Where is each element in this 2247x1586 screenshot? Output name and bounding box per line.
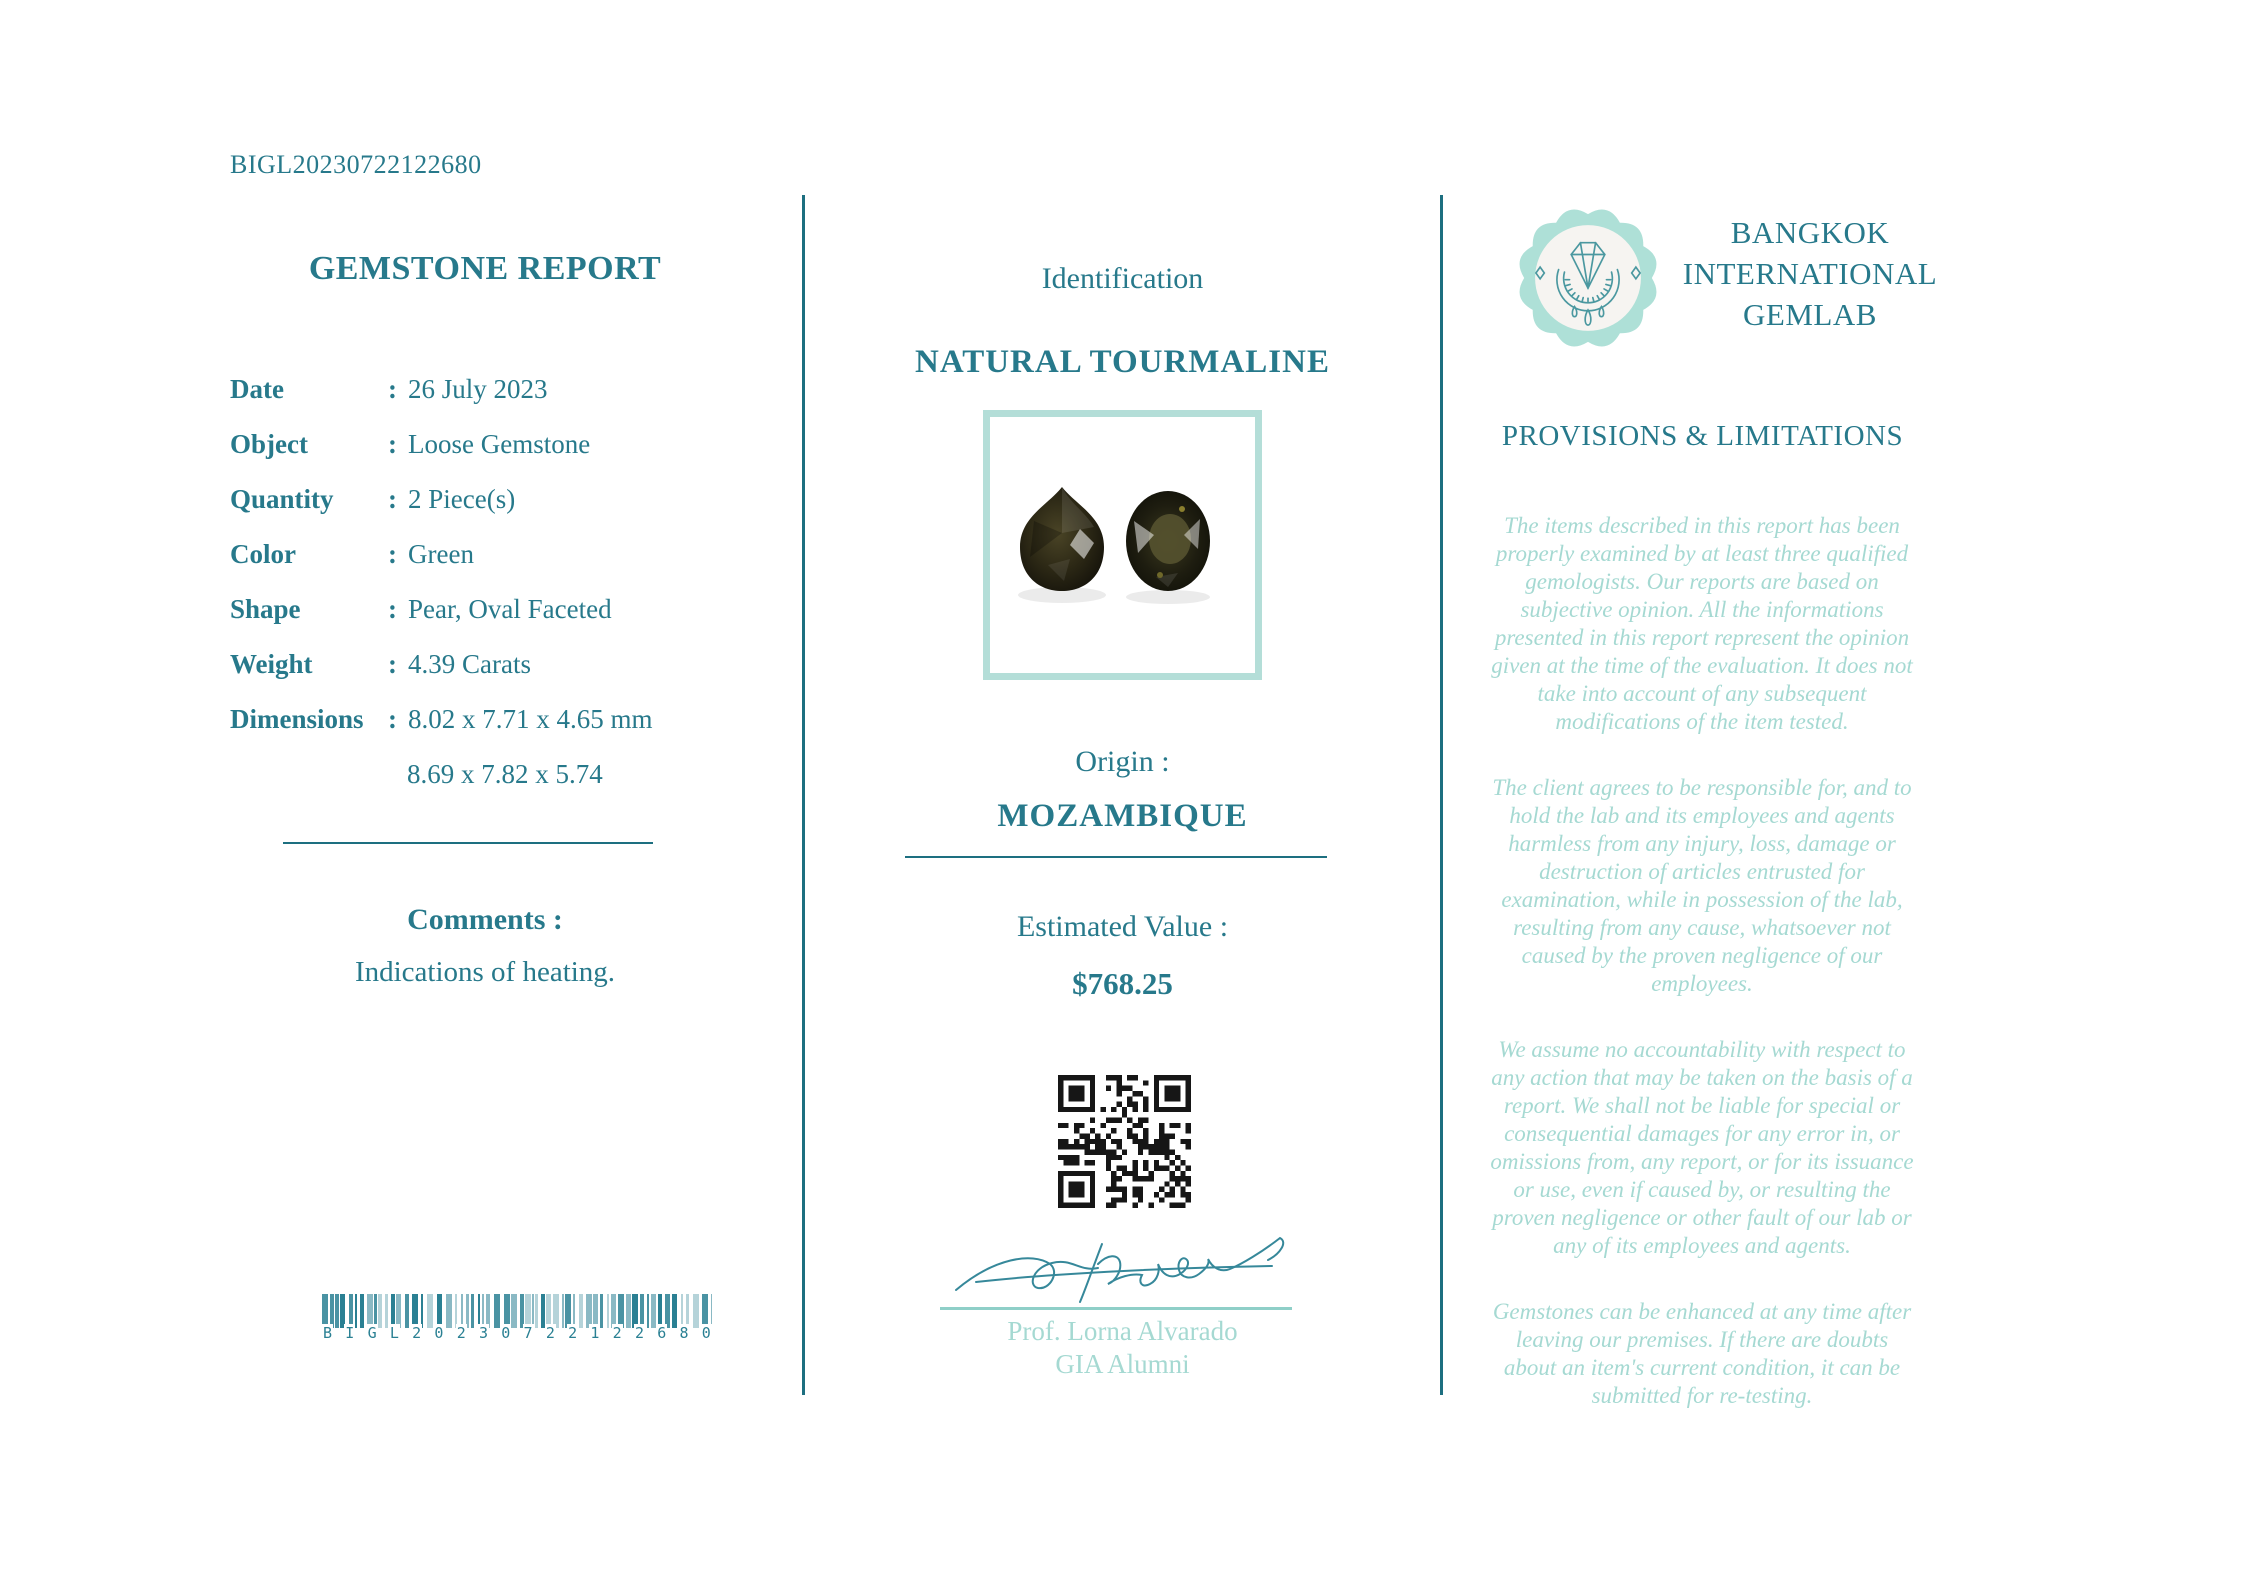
org-name-line: INTERNATIONAL xyxy=(1682,256,1938,291)
estimated-value: $768.25 xyxy=(1072,966,1173,1001)
comments-label: Comments : xyxy=(407,903,563,936)
spec-colon: : xyxy=(388,594,397,624)
provisions-paragraph: Gemstones can be enhanced at any time after leaving our premises. If there are doubts about an item's current condition, it can be submitted for re-testing. xyxy=(1492,1299,1912,1408)
spec-colon: : xyxy=(388,429,397,459)
pear-gem-icon xyxy=(1018,487,1106,603)
barcode-char: 7 xyxy=(523,1324,533,1342)
table-row xyxy=(230,637,740,692)
gem-photo-frame xyxy=(983,410,1262,680)
spec-colon: : xyxy=(388,649,397,679)
barcode-text xyxy=(322,1324,712,1342)
spec-colon: : xyxy=(388,539,397,569)
barcode-char: 2 xyxy=(456,1324,466,1342)
oval-gem-icon xyxy=(1126,491,1210,604)
barcode-char: 2 xyxy=(545,1324,555,1342)
comments-text: Indications of heating. xyxy=(354,956,616,988)
comments-divider xyxy=(283,842,653,844)
spec-label: Weight xyxy=(230,649,313,679)
origin-label: Origin : xyxy=(1075,745,1170,778)
column-divider-right xyxy=(1440,195,1443,1395)
provisions-paragraph: The client agrees to be responsible for, and to hold the lab and its employees and agents harmless from any injury, loss, damage or destruction of articles entrusted for examination, while in possession of the lab, resulting from any cause, whatsoever not caused by the proven negligence of our employees. xyxy=(1492,775,1912,996)
identification-label: Identification xyxy=(1041,262,1204,295)
spec-colon: : xyxy=(388,484,397,514)
origin-divider xyxy=(905,856,1327,858)
barcode-char: 6 xyxy=(657,1324,667,1342)
barcode xyxy=(322,1294,712,1342)
table-row xyxy=(230,362,740,417)
barcode-char: 2 xyxy=(634,1324,644,1342)
barcode-char: 0 xyxy=(434,1324,444,1342)
spec-value: Green xyxy=(408,539,474,569)
barcode-char: 2 xyxy=(612,1324,622,1342)
column-divider-left xyxy=(802,195,805,1395)
origin-value: MOZAMBIQUE xyxy=(997,798,1248,834)
qr-code xyxy=(1058,1075,1191,1208)
estimated-value-label: Estimated Value : xyxy=(1016,910,1229,943)
table-row xyxy=(230,527,740,582)
spec-label: Object xyxy=(230,429,308,459)
table-row xyxy=(230,582,740,637)
dimensions-extra: 8.69 x 7.82 x 5.74 xyxy=(407,759,603,789)
report-number: BIGL20230722122680 xyxy=(230,150,482,179)
spec-value: 2 Piece(s) xyxy=(408,484,516,514)
signature-icon xyxy=(950,1230,1295,1306)
barcode-bars-icon xyxy=(322,1294,712,1328)
table-row xyxy=(230,417,740,472)
qr-code-icon xyxy=(1058,1075,1191,1208)
barcode-char: 8 xyxy=(679,1324,689,1342)
barcode-char: L xyxy=(389,1324,399,1342)
org-name xyxy=(1662,212,1958,335)
report-title: GEMSTONE REPORT xyxy=(308,250,662,287)
org-name-line: BANGKOK xyxy=(1730,215,1890,250)
spec-colon: : xyxy=(388,374,397,404)
spec-label: Date xyxy=(230,374,284,404)
barcode-char: I xyxy=(345,1324,355,1342)
spec-label: Shape xyxy=(230,594,301,624)
gem-photo-icon xyxy=(1000,473,1230,613)
barcode-char: 3 xyxy=(478,1324,488,1342)
identification-value: NATURAL TOURMALINE xyxy=(915,344,1330,380)
signer-name: Prof. Lorna Alvarado xyxy=(1007,1316,1238,1346)
barcode-char: B xyxy=(323,1324,333,1342)
spec-colon: : xyxy=(388,704,397,734)
spec-value: 8.02 x 7.71 x 4.65 mm xyxy=(408,704,653,734)
barcode-char: 1 xyxy=(590,1324,600,1342)
lab-logo-badge-icon xyxy=(1504,192,1672,364)
provisions-paragraph: The items described in this report has been properly examined by at least three qualified gemologists. Our reports are based on subjective opinion. All the informations presented in this report represent the opinion given at the time of the evaluation. It does not take into account of any subsequent modifications of the item tested. xyxy=(1491,513,1913,734)
barcode-char: 0 xyxy=(501,1324,511,1342)
spec-value: 4.39 Carats xyxy=(408,649,531,679)
barcode-char: 2 xyxy=(412,1324,422,1342)
provisions-body xyxy=(1487,512,1917,1410)
provisions-title: PROVISIONS & LIMITATIONS xyxy=(1501,420,1904,452)
spec-label: Color xyxy=(230,539,296,569)
provisions-paragraph: We assume no accountability with respect to any action that may be taken on the basis of a report. We shall not be liable for special or consequential damages for any error in, or omissions from, any report, or for its issuance or use, even if caused by, or resulting the proven negligence or other fault of our lab or any of its employees and agents. xyxy=(1490,1037,1914,1258)
barcode-char: G xyxy=(367,1324,377,1342)
spec-value: 26 July 2023 xyxy=(408,374,548,404)
spec-label: Quantity xyxy=(230,484,334,514)
signer-title: GIA Alumni xyxy=(1055,1349,1190,1379)
barcode-char: 0 xyxy=(701,1324,711,1342)
barcode-char: 2 xyxy=(568,1324,578,1342)
signature-line xyxy=(940,1307,1292,1310)
spec-value: Loose Gemstone xyxy=(408,429,591,459)
spec-label: Dimensions xyxy=(230,704,364,734)
spec-value: Pear, Oval Faceted xyxy=(408,594,612,624)
table-row xyxy=(230,692,740,747)
org-name-line: GEMLAB xyxy=(1743,297,1877,332)
spec-table xyxy=(230,362,740,747)
table-row xyxy=(230,472,740,527)
